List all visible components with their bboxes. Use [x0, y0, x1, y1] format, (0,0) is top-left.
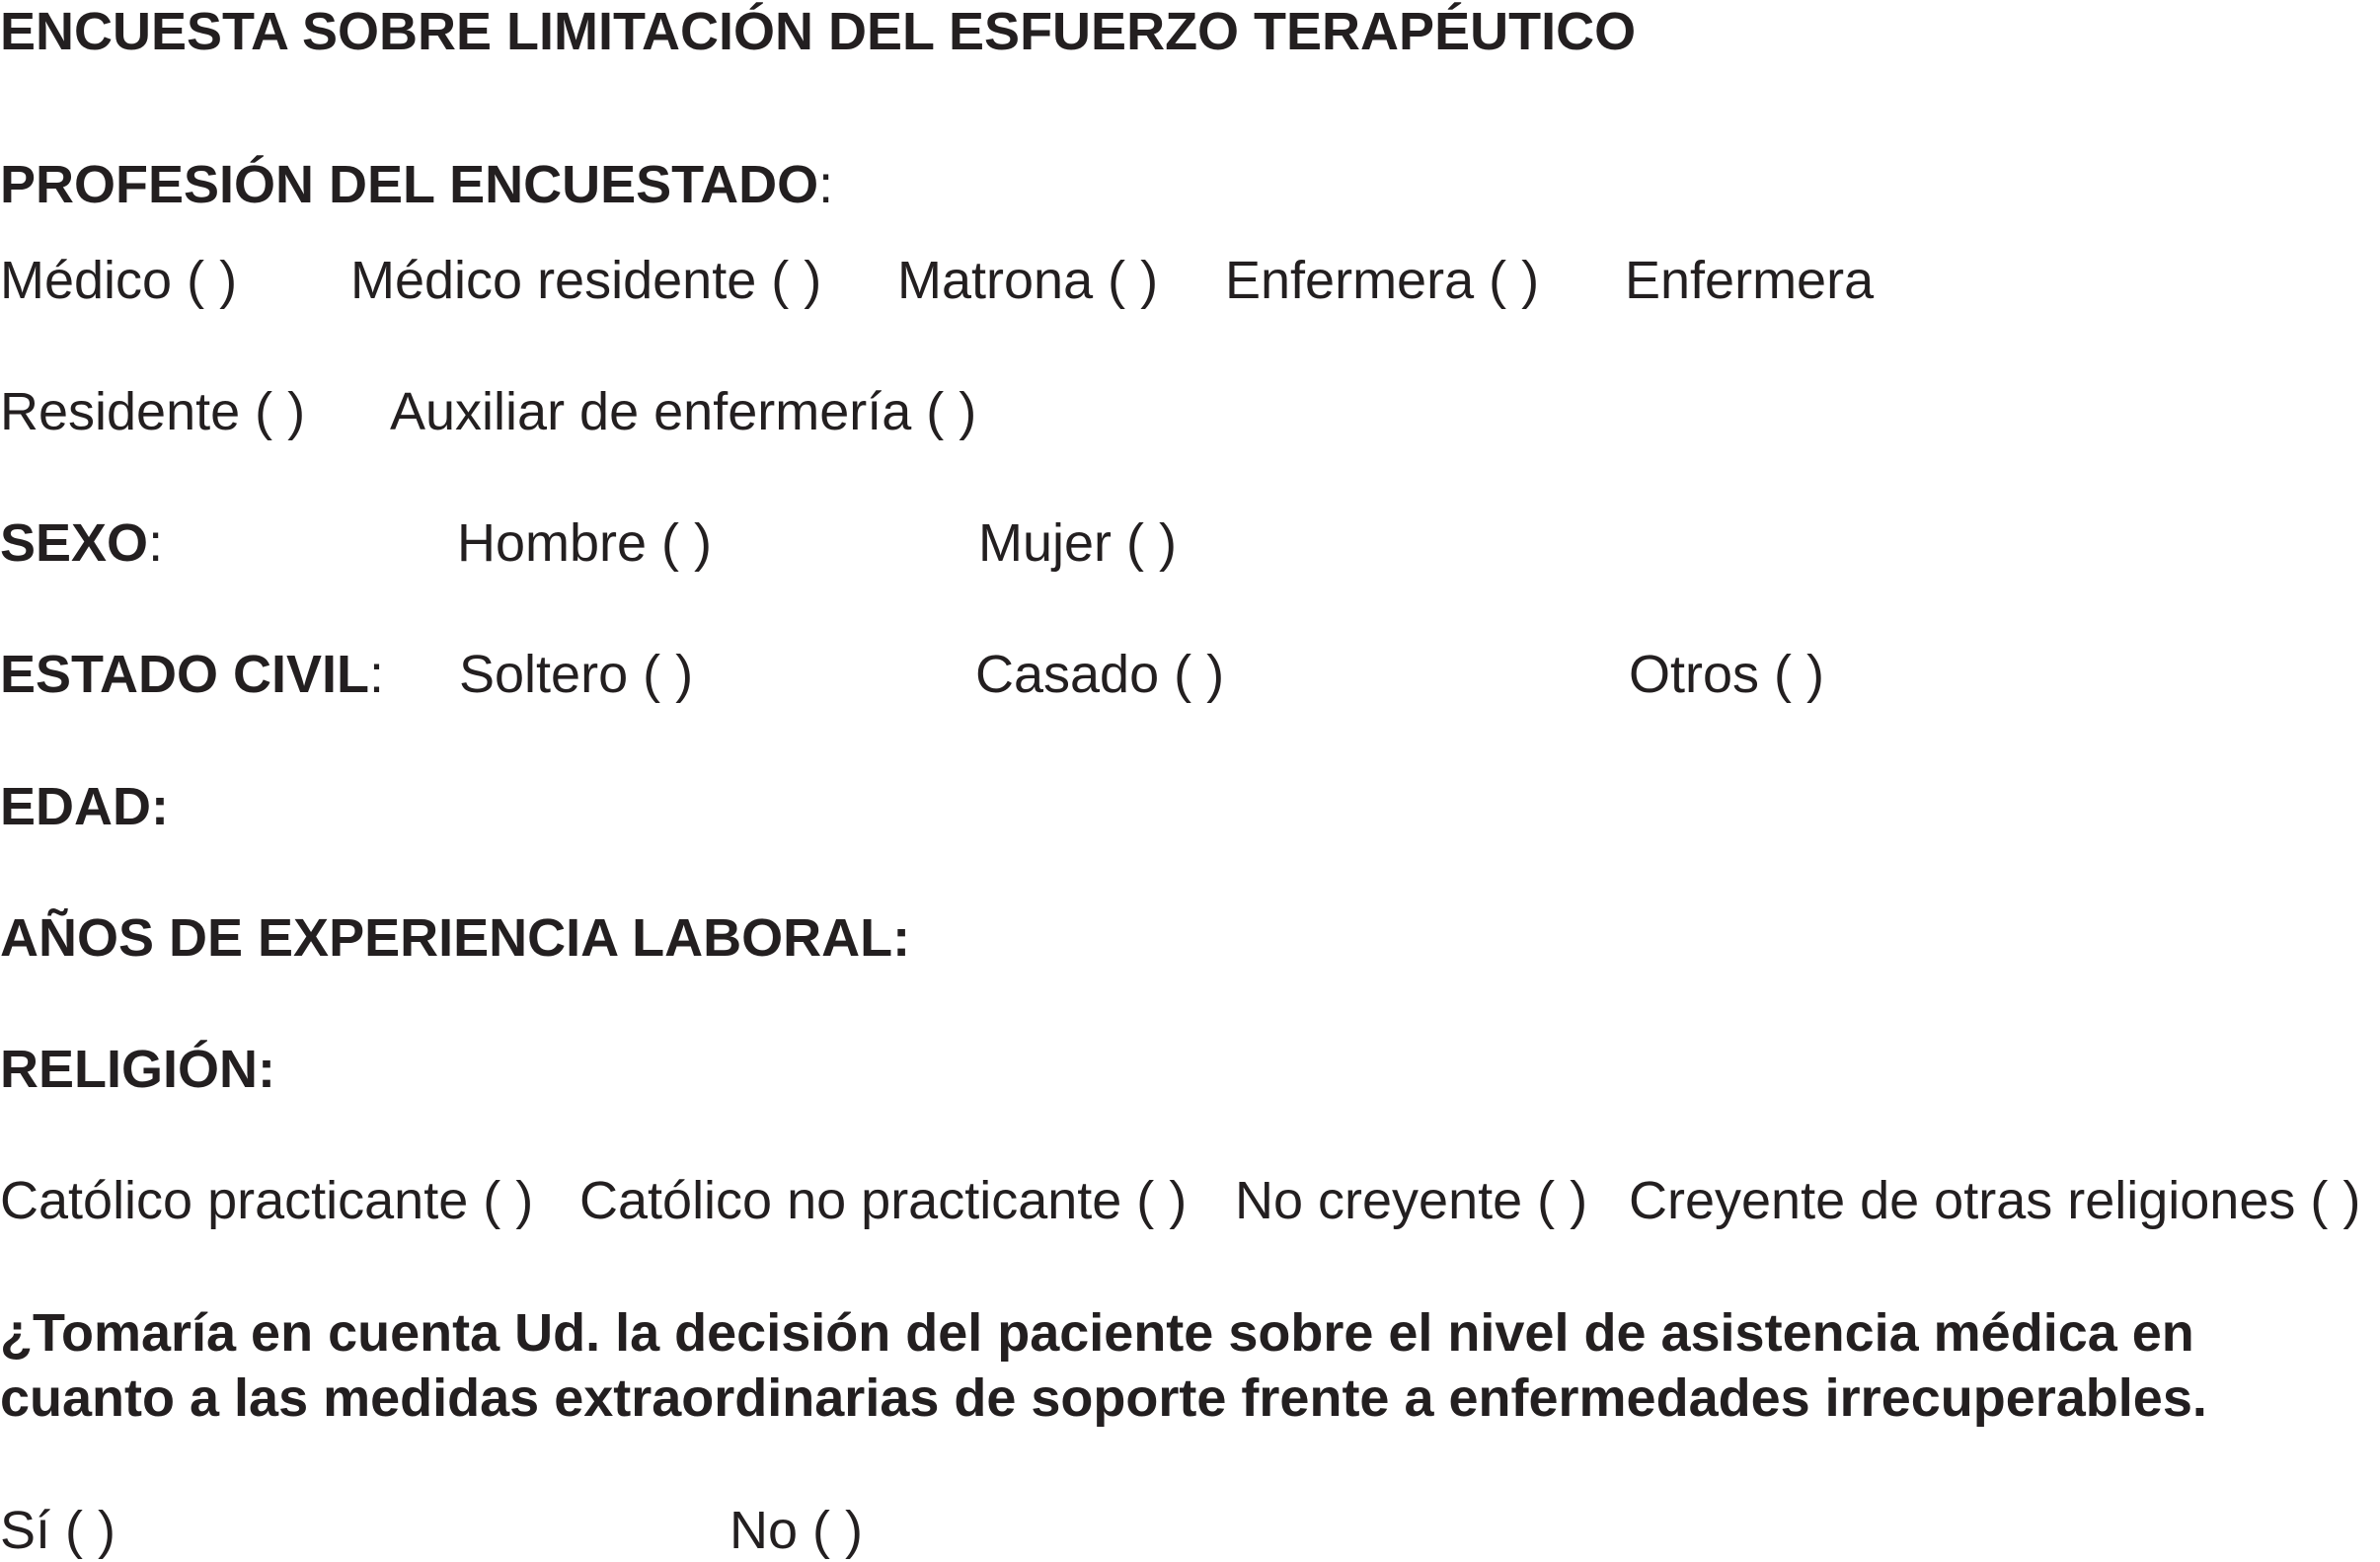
option-enfermera-residente-part1[interactable]: Enfermera: [1625, 251, 1875, 310]
option-mujer[interactable]: Mujer ( ): [978, 513, 1177, 573]
profesion-heading: [0, 153, 833, 216]
sexo-colon: :: [148, 513, 164, 573]
survey-title: ENCUESTA SOBRE LIMITACIÓN DEL ESFUERZO TERAPÉUTICO: [0, 2, 1637, 61]
profesion-colon: :: [818, 155, 834, 214]
estado-civil-label: ESTADO CIVIL: [0, 645, 370, 704]
option-catolico-no-practicante[interactable]: Católico no practicante ( ): [579, 1171, 1188, 1230]
question-line-1: ¿Tomaría en cuenta Ud. la decisión del paciente sobre el nivel de asistencia médica en: [0, 1303, 2194, 1363]
option-catolico-practicante[interactable]: Católico practicante ( ): [0, 1171, 534, 1230]
option-enfermera[interactable]: Enfermera ( ): [1225, 251, 1540, 310]
option-creyente-otras[interactable]: Creyente de otras religiones ( ): [1629, 1171, 2361, 1230]
profesion-label: PROFESIÓN DEL ENCUESTADO: [0, 155, 819, 214]
religion-label: RELIGIÓN:: [0, 1040, 275, 1099]
option-otros[interactable]: Otros ( ): [1629, 645, 1824, 704]
option-no[interactable]: No ( ): [729, 1501, 863, 1560]
option-matrona[interactable]: Matrona ( ): [897, 251, 1159, 310]
experiencia-label: AÑOS DE EXPERIENCIA LABORAL:: [0, 908, 911, 968]
option-medico[interactable]: Médico ( ): [0, 251, 238, 310]
edad-label: EDAD:: [0, 777, 169, 836]
option-si[interactable]: Sí ( ): [0, 1501, 115, 1560]
sexo-label: SEXO: [0, 513, 149, 573]
option-hombre[interactable]: Hombre ( ): [457, 513, 713, 573]
option-casado[interactable]: Casado ( ): [975, 645, 1225, 704]
question-line-2: cuanto a las medidas extraordinarias de soporte frente a enfermedades irrecuperables.: [0, 1368, 2207, 1428]
estado-civil-colon: :: [369, 645, 385, 704]
option-soltero[interactable]: Soltero ( ): [459, 645, 694, 704]
option-enfermera-residente-part2[interactable]: Residente ( ): [0, 382, 306, 441]
option-no-creyente[interactable]: No creyente ( ): [1235, 1171, 1588, 1230]
option-medico-residente[interactable]: Médico residente ( ): [350, 251, 822, 310]
option-auxiliar-enfermeria[interactable]: Auxiliar de enfermería ( ): [390, 382, 977, 441]
